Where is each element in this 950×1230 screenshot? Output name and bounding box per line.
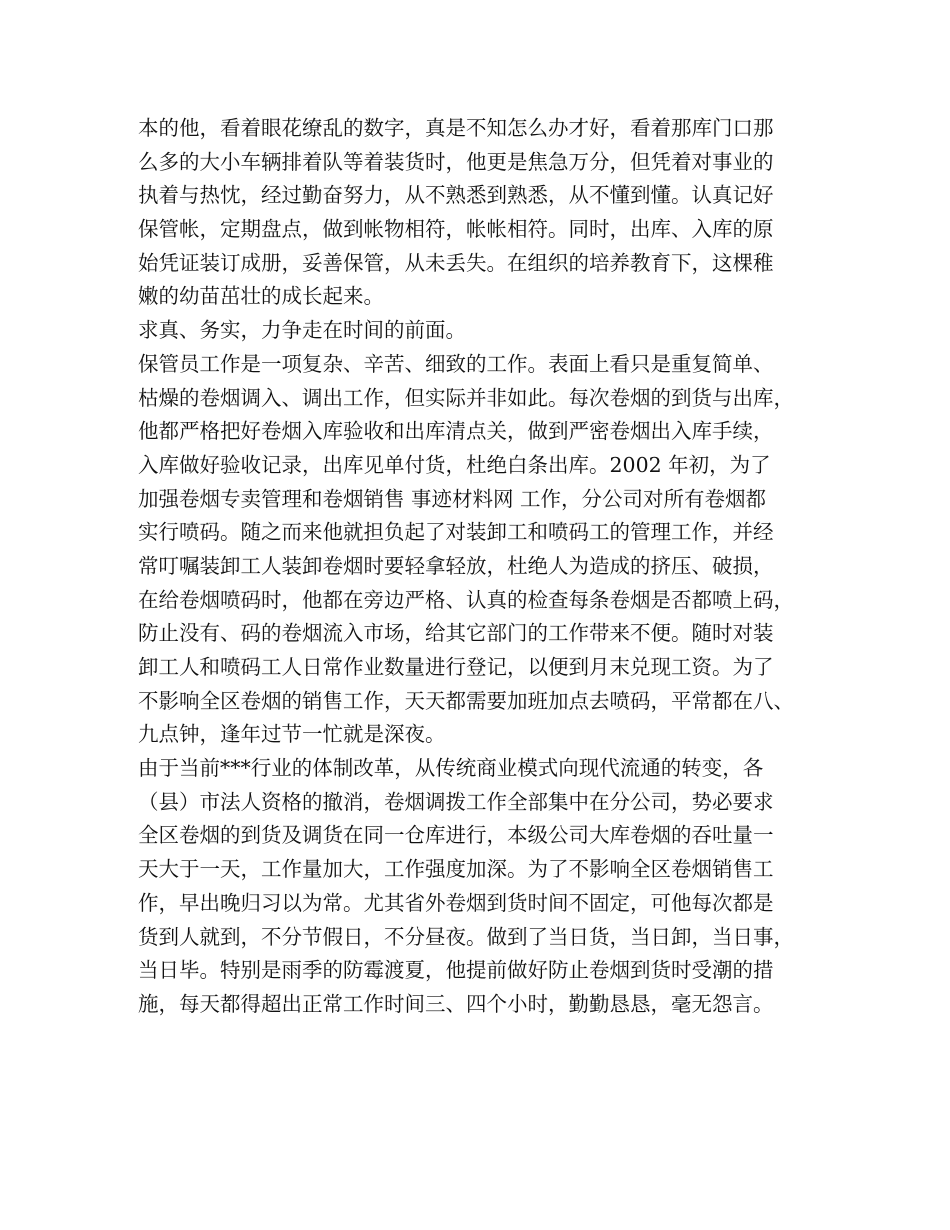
text-line: 由于当前***行业的体制改革，从传统商业模式向现代流通的转变，各 xyxy=(138,756,764,781)
text-line: 不影响全区卷烟的销售工作，天天都需要加班加点去喷码，平常都在八、 xyxy=(138,688,794,713)
text-line: 保管帐，定期盘点，做到帐物相符，帐帐相符。同时，出库、入库的原 xyxy=(138,217,774,242)
text-line: 始凭证装订成册，妥善保管，从未丢失。在组织的培养教育下，这棵稚 xyxy=(138,250,774,275)
text-line: 作，早出晚归习以为常。尤其省外卷烟到货时间不固定，可他每次都是 xyxy=(138,890,774,915)
text-line: 当日毕。特别是雨季的防霉渡夏，他提前做好防止卷烟到货时受潮的措 xyxy=(138,958,774,983)
text-line: 执着与热忱，经过勤奋努力，从不熟悉到熟悉，从不懂到懂。认真记好 xyxy=(138,183,774,208)
text-line: 本的他，看着眼花缭乱的数字，真是不知怎么办才好，看着那库门口那 xyxy=(138,116,774,140)
text-line: 么多的大小车辆排着队等着装货时，他更是焦急万分，但凭着对事业的 xyxy=(138,149,774,174)
text-line: 保管员工作是一项复杂、辛苦、细致的工作。表面上看只是重复简单、 xyxy=(138,351,774,376)
text-line: 求真、务实，力争走在时间的前面。 xyxy=(138,318,466,343)
text-line: （县）市法人资格的撤消，卷烟调拨工作全部集中在分公司，势必要求 xyxy=(138,789,774,814)
text-line: 货到人就到，不分节假日，不分昼夜。做到了当日货，当日卸，当日事， xyxy=(138,924,794,949)
text-line: 常叮嘱装卸工人装卸卷烟时要轻拿轻放，杜绝人为造成的挤压、破损， xyxy=(138,553,774,578)
text-line: 在给卷烟喷码时，他都在旁边严格、认真的检查每条卷烟是否都喷上码， xyxy=(138,587,794,612)
text-line: 防止没有、码的卷烟流入市场，给其它部门的工作带来不便。随时对装 xyxy=(138,621,774,646)
text-line: 他都严格把好卷烟入库验收和出库清点关，做到严密卷烟出入库手续， xyxy=(138,419,774,444)
text-line: 实行喷码。随之而来他就担负起了对装卸工和喷码工的管理工作，并经 xyxy=(138,520,774,545)
text-line: 枯燥的卷烟调入、调出工作，但实际并非如此。每次卷烟的到货与出库， xyxy=(138,385,794,410)
text-line: 天大于一天，工作量加大，工作强度加深。为了不影响全区卷烟销售工 xyxy=(138,857,774,882)
text-line: 施，每天都得超出正常工作时间三、四个小时，勤勤恳恳，毫无怨言。 xyxy=(138,991,774,1016)
text-line: 卸工人和喷码工人日常作业数量进行登记，以便到月末兑现工资。为了 xyxy=(138,655,774,679)
body-text xyxy=(138,112,828,1022)
text-line: 全区卷烟的到货及调货在同一仓库进行，本级公司大库卷烟的吞吐量一 xyxy=(138,823,774,848)
text-line: 嫩的幼苗茁壮的成长起来。 xyxy=(138,284,384,309)
text-line: 入库做好验收记录，出库见单付货，杜绝白条出库。2002 年初，为了 xyxy=(138,452,771,477)
text-line: 九点钟，逢年过节一忙就是深夜。 xyxy=(138,722,446,747)
text-line: 加强卷烟专卖管理和卷烟销售 事迹材料网 工作，分公司对所有卷烟都 xyxy=(138,486,767,511)
